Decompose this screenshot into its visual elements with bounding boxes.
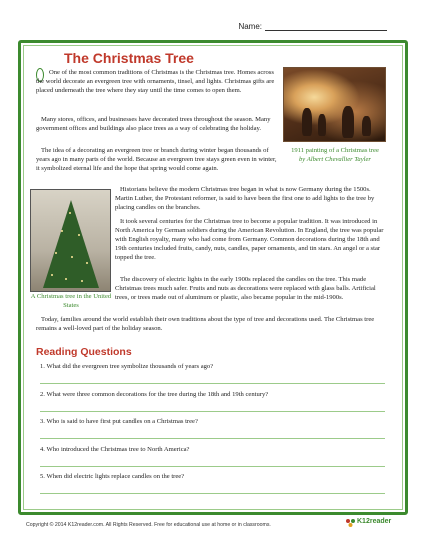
painting-caption xyxy=(280,147,390,164)
copyright-text: Copyright © 2014 K12reader.com. All Rights Reserved. Free for educational use at home or in classrooms. xyxy=(26,522,271,528)
tree-photo-caption: A Christmas tree in the United States xyxy=(30,293,112,309)
painting-image xyxy=(283,67,386,142)
christmas-tree-photo xyxy=(30,189,111,292)
article-title: The Christmas Tree xyxy=(64,50,194,66)
name-field xyxy=(238,22,387,31)
answer-line-4[interactable] xyxy=(40,466,385,467)
paragraph-3: The idea of a decorating an evergreen tree or branch during winter began thousands of years ago in many parts of the world. Because an evergreen tree stays green even in winter, it symbolized eternal life and the hope that spring would come again. xyxy=(36,147,277,172)
reading-questions-heading: Reading Questions xyxy=(36,346,132,358)
name-label: Name: xyxy=(238,22,262,31)
paragraph-2: Many stores, offices, and businesses have decorated trees throughout the season. Many government offices and buildings also place trees as a way of celebrating the holiday. xyxy=(36,116,271,132)
paragraph-5: It took several centuries for the Christmas tree to become a popular tradition. It was introduced in North America by German soldiers during the American Revolution. In England, the tree was popular with English royalty, many who had come from Germany. Common decorations during the 18th and 19th centuries included fruits, candy, nuts, candles, paper ornaments, and tin stars. An angel or a star topped the tree. xyxy=(115,218,384,261)
question-4: 4. Who introduced the Christmas tree to North America? xyxy=(40,446,190,453)
question-1: 1. What did the evergreen tree symbolize thousands of years ago? xyxy=(40,363,214,370)
paragraph-1: One of the most common traditions of Christmas is the Christmas tree. Homes across the world decorate an evergreen tree with ornaments, tinsel, and lights. Christmas gifts are placed underneath the tree where they stay until the time comes to open them. xyxy=(36,69,275,94)
answer-line-3[interactable] xyxy=(40,438,385,439)
painting-caption-line1: 1911 painting of a Christmas tree xyxy=(291,147,379,154)
question-5: 5. When did electric lights replace candles on the tree? xyxy=(40,473,185,480)
k12reader-logo: K12reader xyxy=(357,518,392,525)
painting-caption-line2: by Albert Chevallier Tayler xyxy=(299,155,371,163)
question-3: 3. Who is said to have first put candles on a Christmas tree? xyxy=(40,418,198,425)
answer-line-2[interactable] xyxy=(40,411,385,412)
answer-line-1[interactable] xyxy=(40,383,385,384)
k12reader-logo-icon xyxy=(345,518,356,528)
paragraph-6: The discovery of electric lights in the early 1900s replaced the candles on the tree. This made Christmas trees much safer. Fruits and nuts as decorations were replaced with glass balls. Artificial trees, or trees made out of aluminum or plastic, also became popular in the mid-1900s. xyxy=(115,276,376,301)
question-2: 2. What were three common decorations for the tree during the 18th and 19th century? xyxy=(40,391,269,398)
name-blank-line[interactable] xyxy=(265,22,387,31)
paragraph-7: Today, families around the world establish their own traditions about the type of tree and decorations used. The Christmas tree remains a well-loved part of the holiday season. xyxy=(36,316,375,332)
answer-line-5[interactable] xyxy=(40,493,385,494)
paragraph-4: Historians believe the modern Christmas tree began in what is now Germany during the 1500s. Martin Luther, the Protestant reformer, is said to have been the first one to add lights to the tree by placing candles on the branches. xyxy=(115,186,375,211)
